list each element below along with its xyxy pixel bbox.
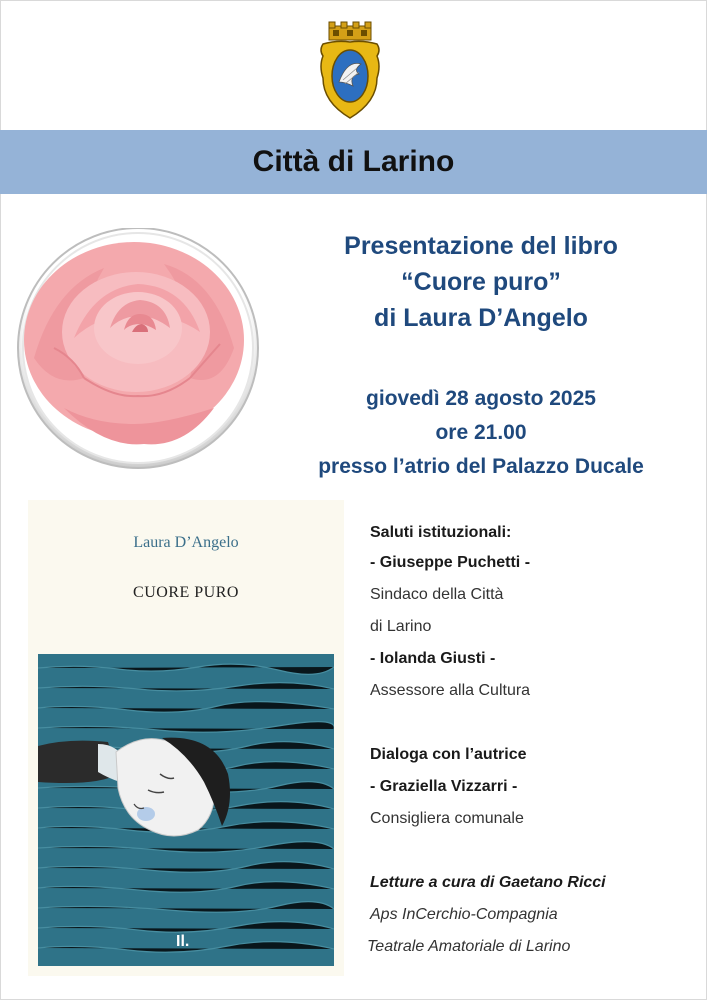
speaker2-name: - Iolanda Giusti - (370, 650, 496, 667)
publisher-mark: Il. (176, 933, 190, 950)
cover-author: Laura D’Angelo (133, 534, 239, 551)
dialog-heading: Dialoga con l’autrice (370, 746, 527, 763)
speaker1-name: - Giuseppe Puchetti - (370, 554, 531, 571)
readings-credit: Letture a cura di Gaetano Ricci (370, 874, 606, 891)
event-line-1: Presentazione del libro (344, 232, 618, 260)
city-name: Città di Larino (252, 145, 455, 178)
event-date-block (270, 382, 692, 484)
speaker2-role: Assessore alla Cultura (370, 682, 531, 699)
company-line1: Aps InCerchio-Compagnia (370, 906, 558, 923)
speaker1-role-line1: Sindaco della Città (370, 586, 504, 603)
city-crest-icon (317, 20, 383, 122)
event-venue: presso l’atrio del Palazzo Ducale (318, 455, 644, 478)
greetings-heading: Saluti istituzionali: (370, 524, 512, 541)
event-time: ore 21.00 (435, 421, 527, 444)
company-line2: Teatrale Amatoriale di Larino (367, 938, 571, 955)
cover-title: CUORE PURO (133, 584, 239, 601)
book-title-quote: “Cuore puro” (401, 268, 561, 296)
speaker1-role-line2: di Larino (370, 618, 432, 635)
moderator-name: - Graziella Vizzarri - (370, 778, 518, 795)
rose-icon (14, 228, 260, 474)
moderator-role: Consigliera comunale (370, 810, 524, 827)
event-date: giovedì 28 agosto 2025 (366, 387, 596, 410)
title-banner (0, 130, 707, 194)
book-cover (28, 500, 344, 976)
event-title-block (270, 228, 692, 336)
cover-illustration (38, 654, 334, 966)
book-author-line: di Laura D’Angelo (374, 304, 588, 332)
